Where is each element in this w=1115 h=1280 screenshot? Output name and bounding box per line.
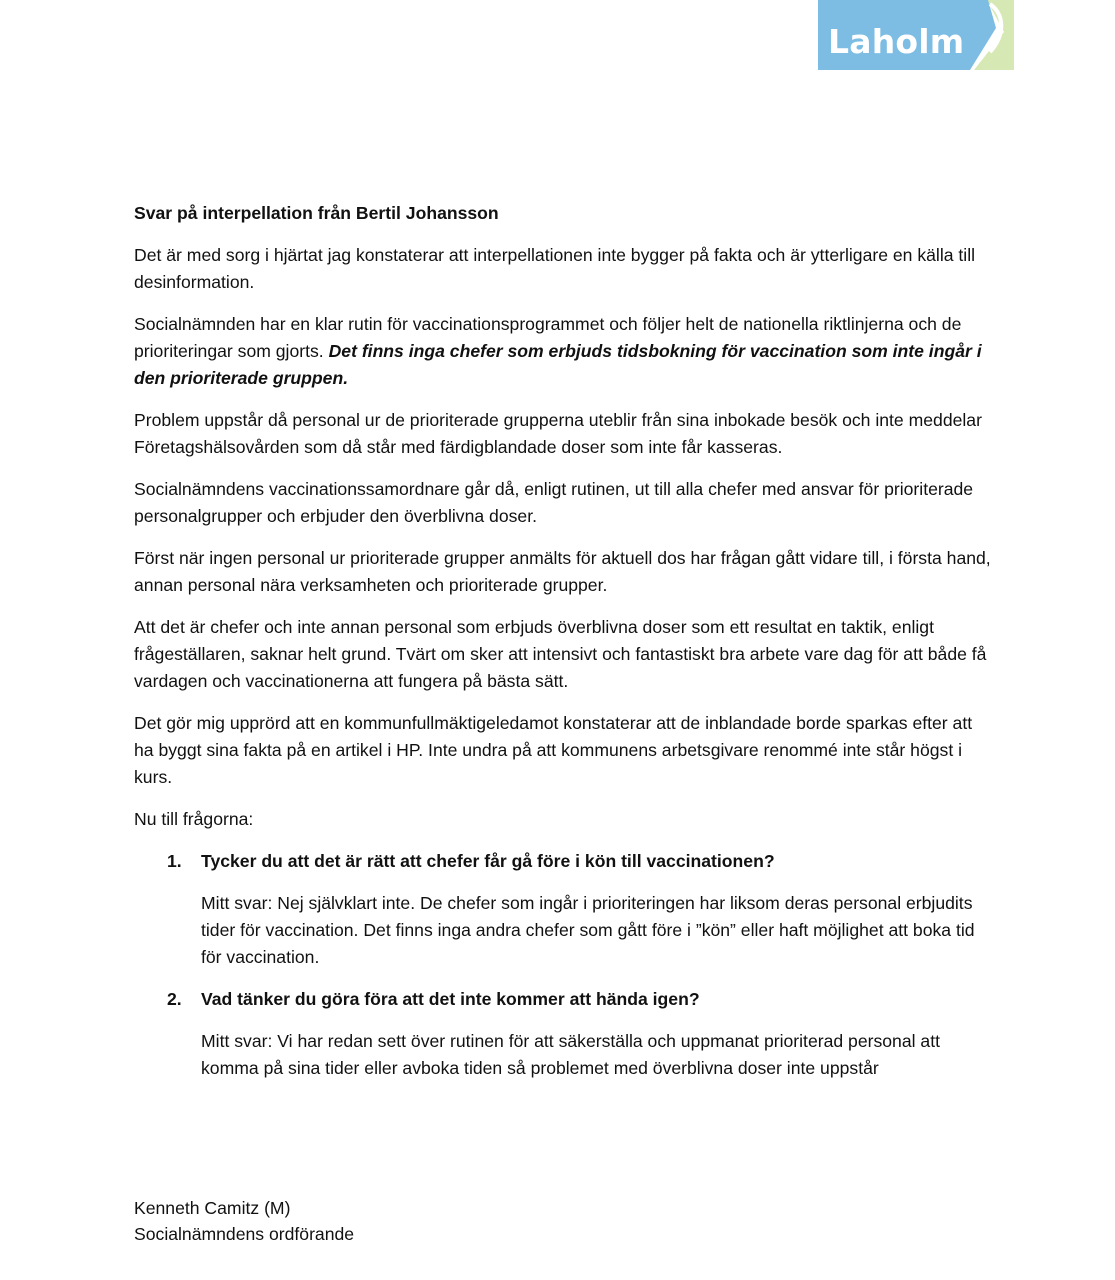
paragraph-4: Socialnämndens vaccinationssamordnare går då, enligt rutinen, ut till alla chefer med ansvar för prioriterade personalgrupper och erbjuder den överblivna doser. <box>134 479 974 526</box>
question-1 <box>167 848 994 875</box>
logo-text: Laholm <box>828 22 965 61</box>
paragraph-1: Det är med sorg i hjärtat jag konstaterar att interpellationen inte bygger på fakta och är ytterligare en källa till desinformation. <box>134 245 976 292</box>
paragraph-7: Det gör mig upprörd att en kommunfullmäktigeledamot konstaterar att de inblandade borde sparkas efter att ha byggt sina fakta på en artikel i HP. Inte undra på att kommunens arbetsgivare renommé inte står högst i kurs. <box>134 713 973 787</box>
paragraph-8: Nu till frågorna: <box>134 809 254 829</box>
paragraph-3: Problem uppstår då personal ur de prioriterade grupperna uteblir från sina inbokade besök och inte meddelar Företagshälsovården som då står med färdigblandade doser som inte får kasseras. <box>134 410 982 457</box>
answer-1: Mitt svar: Nej självklart inte. De chefer som ingår i prioriteringen har liksom deras personal erbjudits tider för vaccination. Det finns inga andra chefer som gått före i ”kön” eller haft möjlighet att boka tid för vaccination. <box>201 893 975 967</box>
signature-block <box>134 1195 354 1247</box>
question-2 <box>167 986 994 1013</box>
paragraph-6: Att det är chefer och inte annan personal som erbjuds överblivna doser som ett resultat en taktik, enligt frågeställaren, saknar helt grund. Tvärt om sker att intensivt och fantastiskt bra arbete vare dag för att både få vardagen och vaccinationerna att fungera på bästa sätt. <box>134 617 987 691</box>
paragraph-2-emphasis: Det finns inga chefer som erbjuds tidsbokning för vaccination som inte ingår i den prioriterade gruppen. <box>134 341 982 388</box>
question-1-number: 1. <box>167 851 182 871</box>
document-body <box>134 200 994 1097</box>
paragraph-5: Först när ingen personal ur prioriterade grupper anmälts för aktuell dos har frågan gått vidare till, i första hand, annan personal nära verksamheten och prioriterade grupper. <box>134 548 991 595</box>
paragraph-2 <box>134 311 994 392</box>
question-2-number: 2. <box>167 989 182 1009</box>
question-1-text: Tycker du att det är rätt att chefer får gå före i kön till vaccinationen? <box>201 851 775 871</box>
paragraph-2-text: Socialnämnden har en klar rutin för vaccinationsprogrammet och följer helt de nationella riktlinjerna och de prioriteringar som gjorts. <box>134 314 962 361</box>
signature-name: Kenneth Camitz (M) <box>134 1198 291 1218</box>
document-heading: Svar på interpellation från Bertil Johansson <box>134 203 499 223</box>
question-2-text: Vad tänker du göra föra att det inte kommer att hända igen? <box>201 989 700 1009</box>
laholm-logo <box>818 0 1014 70</box>
answer-2: Mitt svar: Vi har redan sett över rutinen för att säkerställa och uppmanat prioriterad personal att komma på sina tider eller avboka tiden så problemet med överblivna doser inte uppstår <box>201 1031 940 1078</box>
signature-title: Socialnämndens ordförande <box>134 1224 355 1244</box>
